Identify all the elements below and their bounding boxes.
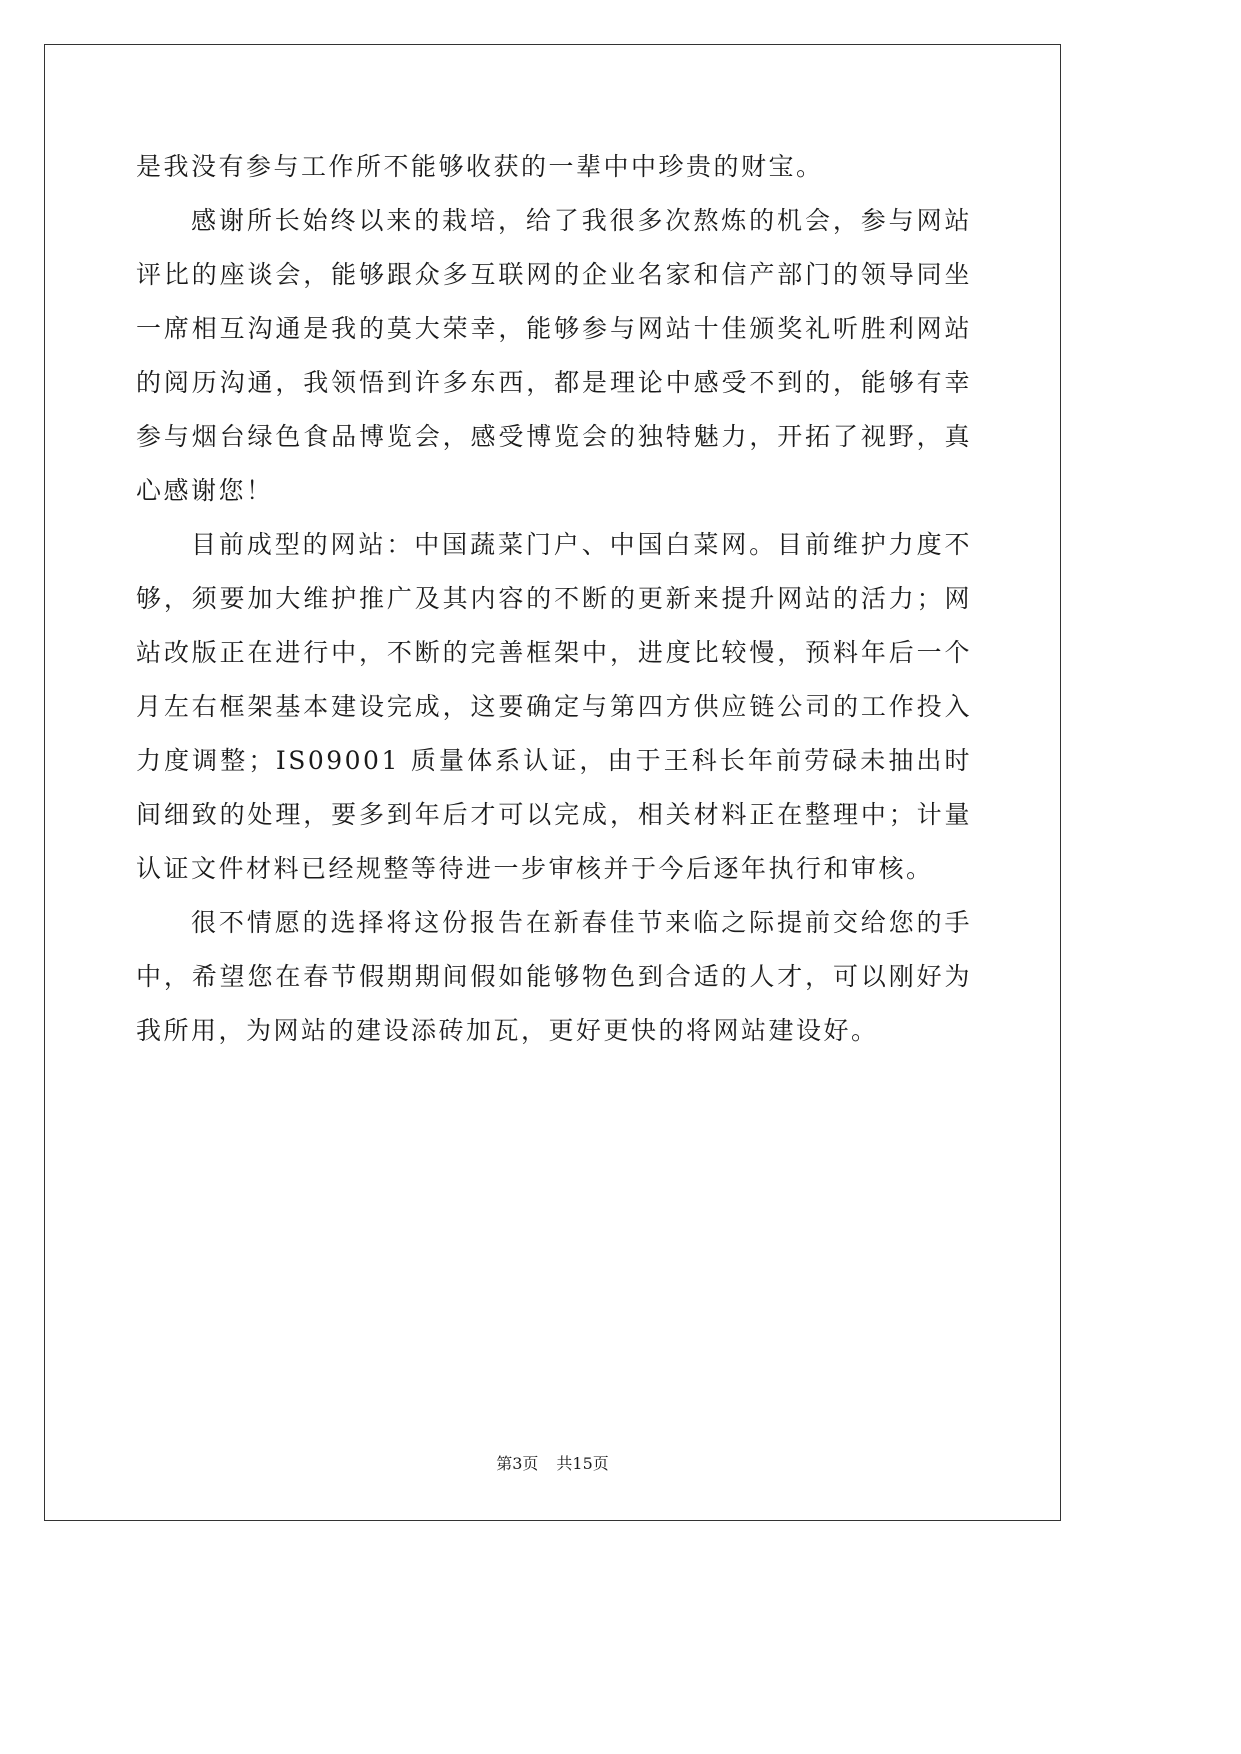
page-total: 共15页 — [556, 1454, 609, 1473]
paragraph: 很不情愿的选择将这份报告在新春佳节来临之际提前交给您的手中，希望您在春节假期期间假如能够物色到合适的人才，可以刚好为我所用，为网站的建设添砖加瓦，更好更快的将网站建设好。 — [136, 908, 972, 1045]
paragraph: 是我没有参与工作所不能够收获的一辈中中珍贵的财宝。 — [136, 152, 824, 181]
page-footer — [0, 1454, 1105, 1474]
page-number: 第3页 — [496, 1454, 539, 1473]
document-body — [136, 140, 972, 1058]
paragraph: 目前成型的网站：中国蔬菜门户、中国白菜网。目前维护力度不够，须要加大维护推广及其内容的不断的更新来提升网站的活力；网站改版正在进行中，不断的完善框架中，进度比较慢，预料年后一个月左右框架基本建设完成，这要确定与第四方供应链公司的工作投入力度调整；IS09001 质量体系认证，由于王科长年前劳碌未抽出时间细致的处理，要多到年后才可以完成，相关材料正在整理中；计量认证文件材料已经规整等待进一步审核并于今后逐年执行和审核。 — [136, 530, 972, 883]
paragraph: 感谢所长始终以来的栽培，给了我很多次熬炼的机会，参与网站评比的座谈会，能够跟众多互联网的企业名家和信产部门的领导同坐一席相互沟通是我的莫大荣幸，能够参与网站十佳颁奖礼听胜利网站的阅历沟通，我领悟到许多东西，都是理论中感受不到的，能够有幸参与烟台绿色食品博览会，感受博览会的独特魅力，开拓了视野，真心感谢您！ — [136, 206, 972, 505]
